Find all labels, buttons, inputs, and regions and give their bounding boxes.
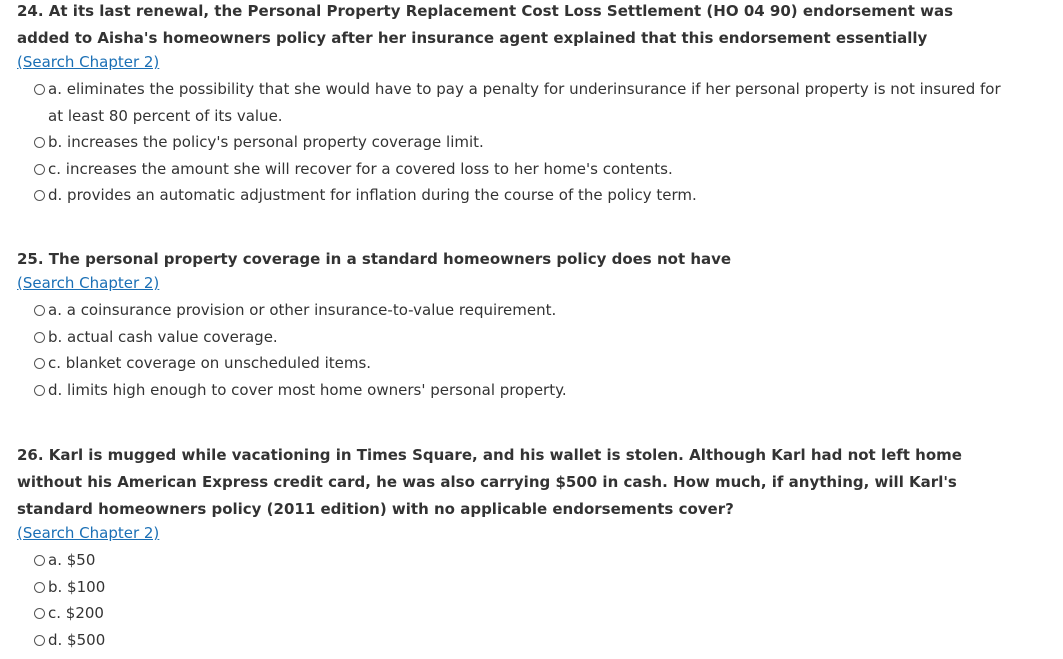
option-label: b. actual cash value coverage. — [48, 327, 278, 346]
radio-button[interactable] — [34, 84, 45, 95]
answer-option-b[interactable] — [34, 129, 1047, 156]
option-label: a. a coinsurance provision or other insurance-to-value requirement. — [48, 301, 557, 319]
answer-option-a[interactable] — [34, 547, 1047, 574]
question-text: 26. Karl is mugged while vacationing in Times Square, and his wallet is stolen. Although Karl had not left home without his American Express credit card, he was also carrying $500 in cash. How much, if anything, will Karl's standard homeowners policy (2011 edition) with no applicable endorsements cover? — [17, 446, 962, 518]
answer-options — [34, 76, 1047, 209]
answer-option-b[interactable] — [34, 324, 1047, 351]
answer-options — [34, 547, 1047, 653]
search-chapter-link[interactable]: (Search Chapter 2) — [17, 274, 160, 292]
answer-option-c[interactable] — [34, 600, 1047, 627]
option-label: b. increases the policy's personal property coverage limit. — [48, 133, 484, 151]
option-label: d. $500 — [48, 630, 106, 649]
question-25 — [17, 246, 1047, 403]
radio-button[interactable] — [34, 582, 45, 593]
question-text: 25. The personal property coverage in a standard homeowners policy does not have — [17, 250, 732, 268]
radio-button[interactable] — [34, 332, 45, 343]
radio-button[interactable] — [34, 555, 45, 566]
radio-button[interactable] — [34, 137, 45, 148]
option-label: a. eliminates the possibility that she would have to pay a penalty for underinsurance if her personal property is not insured for at least 80 percent of its value. — [48, 80, 1001, 125]
answer-option-d[interactable] — [34, 182, 1047, 209]
question-24 — [17, 0, 1047, 209]
search-chapter-link[interactable]: (Search Chapter 2) — [17, 524, 160, 542]
radio-button[interactable] — [34, 385, 45, 396]
question-26 — [17, 442, 1047, 653]
option-label: c. $200 — [48, 604, 104, 622]
answer-options — [34, 297, 1047, 403]
answer-option-d[interactable] — [34, 377, 1047, 404]
radio-button[interactable] — [34, 164, 45, 175]
answer-option-d[interactable] — [34, 627, 1047, 654]
option-label: a. $50 — [48, 551, 96, 569]
radio-button[interactable] — [34, 635, 45, 646]
option-label: d. limits high enough to cover most home owners' personal property. — [48, 380, 567, 399]
answer-option-a[interactable] — [34, 297, 1047, 324]
option-label: c. blanket coverage on unscheduled items. — [48, 354, 372, 372]
answer-option-b[interactable] — [34, 574, 1047, 601]
search-chapter-link[interactable]: (Search Chapter 2) — [17, 53, 160, 71]
radio-button[interactable] — [34, 608, 45, 619]
question-text: 24. At its last renewal, the Personal Property Replacement Cost Loss Settlement (HO 04 90) endorsement was added to Aisha's homeowners policy after her insurance agent explained that this endorsement essentially — [17, 2, 954, 47]
option-label: d. provides an automatic adjustment for inflation during the course of the policy term. — [48, 186, 697, 204]
radio-button[interactable] — [34, 190, 45, 201]
answer-option-a[interactable] — [34, 76, 1047, 129]
answer-option-c[interactable] — [34, 350, 1047, 377]
option-label: b. $100 — [48, 577, 106, 596]
option-label: c. increases the amount she will recover for a covered loss to her home's contents. — [48, 159, 673, 178]
radio-button[interactable] — [34, 358, 45, 369]
answer-option-c[interactable] — [34, 156, 1047, 183]
radio-button[interactable] — [34, 305, 45, 316]
